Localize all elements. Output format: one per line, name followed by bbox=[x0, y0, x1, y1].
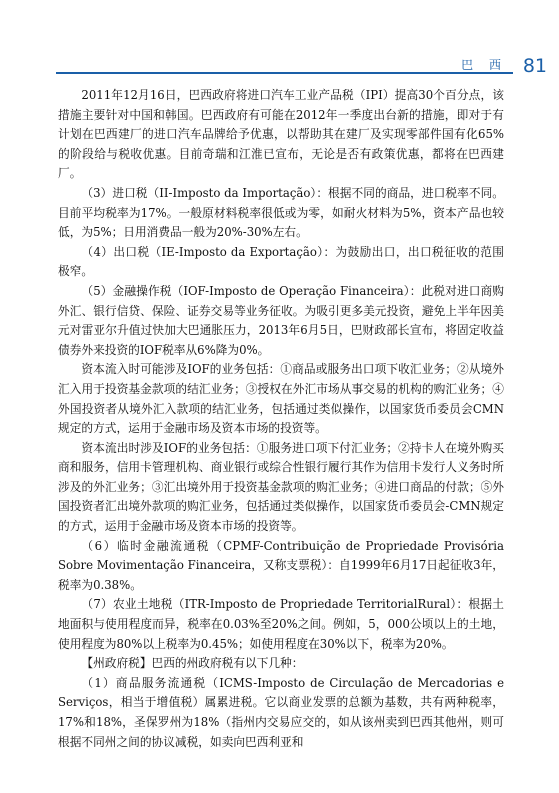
paragraph: （7）农业土地税（ITR-Imposto de Propriedade TerritorialRural）：根据土地面积与使用程度而异，税率在0.03%至20%之间。例如，5，000公顷以上的土地，使用程度为80%以上税率为0.45%；如使用程度在30%以下，税率为20%。 bbox=[58, 597, 504, 651]
page-number: 81 bbox=[522, 55, 547, 77]
page-header bbox=[56, 52, 559, 82]
header-divider bbox=[56, 72, 513, 74]
paragraph: 资本流入时可能涉及IOF的业务包括：①商品或服务出口项下收汇业务；②从境外汇入用于投资基金款项的结汇业务；③授权在外汇市场从事交易的机构的购汇业务；④外国投资者从境外汇入款项的结汇业务，包括通过类似操作，以国家货币委员会CMN规定的方式，运用于金融市场及资本市场的投资等。 bbox=[58, 362, 504, 436]
paragraph: （3）进口税（II-Imposto da Importação）：根据不同的商品，进口税率不同。目前平均税率为17%。一般原材料税率很低或为零，如耐火材料为5%，资本产品也较低，为5%；日用消费品一般为20%-30%左右。 bbox=[58, 185, 504, 240]
paragraph: （1）商品服务流通税（ICMS-Imposto de Circulação de Mercadorias e Serviços，相当于增值税）属累进税。它以商业发票的总额为基数，共有两种税率，17%和18%，圣保罗州为18%（指州内交易应交的，如从该州卖到巴西其他州，则可根据不同州之间的协议减税，如卖向巴西利亚和 bbox=[58, 675, 504, 749]
paragraph: （4）出口税（IE-Imposto da Exportação）：为鼓励出口，出口税征收的范围极窄。 bbox=[58, 244, 504, 279]
paragraph: 2011年12月16日，巴西政府将进口汽车工业产品税（IPI）提高30个百分点，该措施主要针对中国和韩国。巴西政府有可能在2012年一季度出台新的措施，即对于有计划在巴西建厂的进口汽车品牌给予优惠，以帮助其在建厂及实现零部件国有化65%的阶段给与税收优惠。目前奇瑞和江淮已宣布，无论是否有政策优惠，都将在巴西建厂。 bbox=[58, 88, 504, 181]
paragraph: （5）金融操作税（IOF-Imposto de Operação Financeira）：此税对进口商购外汇、银行信贷、保险、证券交易等业务征收。为吸引更多美元投资，避免上半年因美元对雷亚尔升值过快加大巴通胀压力，2013年6月5日，巴财政部长宣布，将固定收益债券外来投资的IOF税率从6%降为0%。 bbox=[58, 283, 504, 357]
paragraph: （6）临时金融流通税（CPMF-Contribuição de Propriedade Provisória Sobre Movimentação Financeira，又称支票税）：自1999年6月17日起征收3年，税率为0.38%。 bbox=[58, 538, 504, 592]
paragraph: 资本流出时涉及IOF的业务包括：①服务进口项下付汇业务；②持卡人在境外购买商和服务，信用卡管理机构、商业银行或综合性银行履行其作为信用卡发行人义务时所涉及的外汇业务；③汇出境外用于投资基金款项的购汇业务；④进口商品的付款；⑤外国投资者汇出境外款项的购汇业务，包括通过类似操作，以国家货币委员会-CMN规定的方式，运用于金融市场及资本市场的投资等。 bbox=[58, 440, 504, 534]
body-text bbox=[58, 86, 504, 752]
paragraph: 【州政府税】巴西的州政府税有以下几种： bbox=[81, 656, 304, 671]
section-title: 巴 西 bbox=[461, 58, 507, 72]
